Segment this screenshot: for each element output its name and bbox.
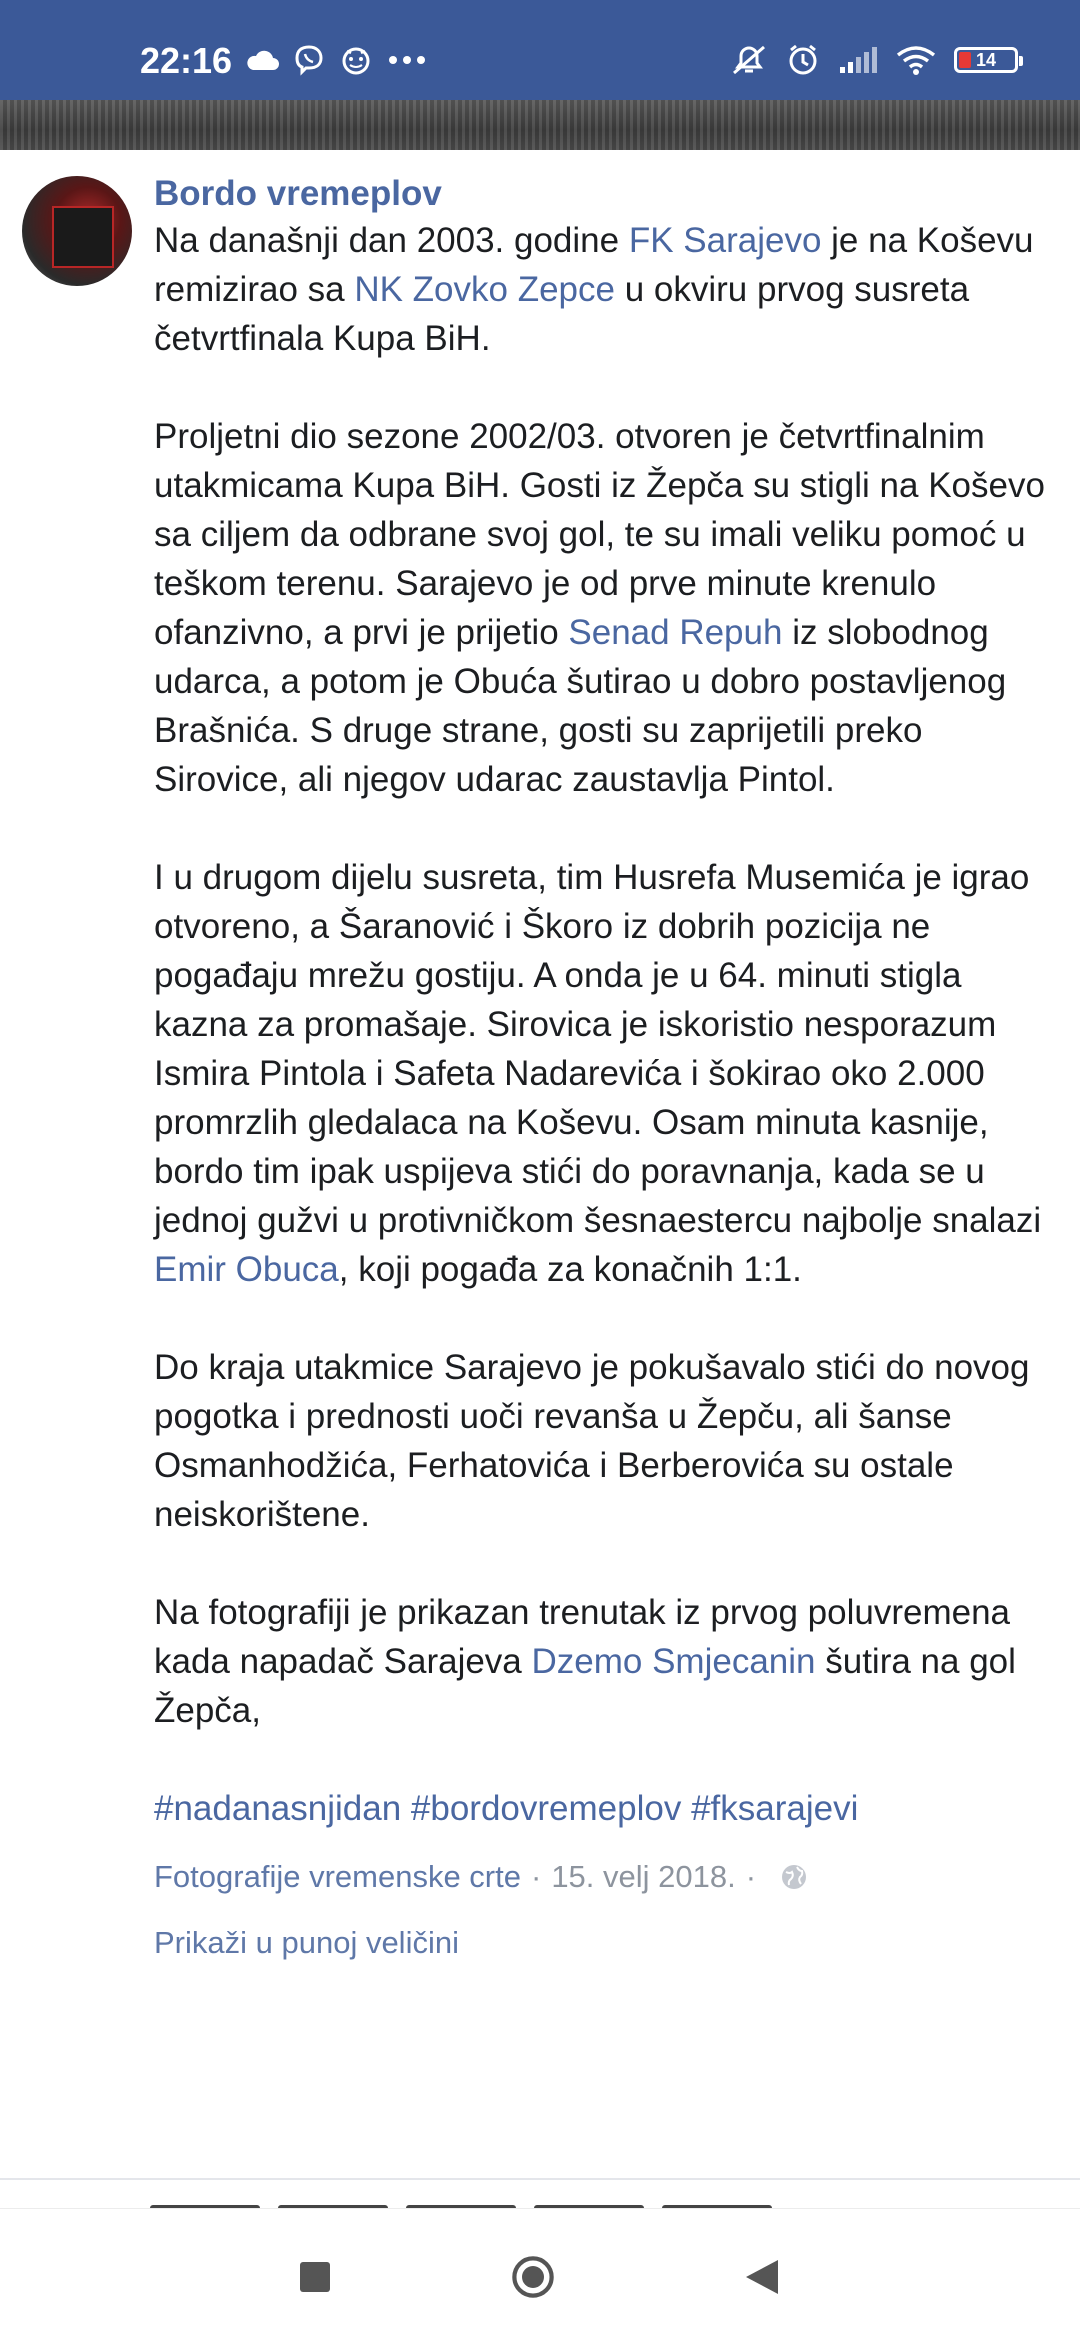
globe-icon [780,1863,808,1891]
page-name[interactable]: Bordo vremeplov [154,174,442,213]
post-text [154,216,1059,1735]
mention-link[interactable]: Emir Obuca [154,1250,339,1289]
paragraph-text: Do kraja utakmice Sarajevo je pokušavalo stići do novog pogotka i prednosti uoči revanša u Žepču, ali šanse Osmanhodžića, Ferhatovića i Berberovića su ostale neiskorištene. [154,1348,1030,1534]
photo-strip[interactable] [0,100,1080,150]
more-dots-icon [387,54,427,66]
home-circle-icon[interactable] [511,2255,555,2299]
status-bar [0,0,1080,100]
nav-bar [0,2208,1080,2341]
post-paragraph [154,412,1059,804]
meta-separator-2: · [745,1859,757,1894]
full-size-link[interactable]: Prikaži u punoj veličini [154,1925,459,1960]
paragraph-text: iz slobodnog udarca, a potom je Obuća šutirao u dobro postavljenog Brašnića. S druge strane, gosti su zaprijetili preko Sirovice, ali njegov udarac zaustavlja Pintol. [154,613,1007,799]
status-left-icons [245,40,427,80]
hashtag-link[interactable]: #fksarajevi [691,1789,859,1828]
paragraph-text: Na fotografiji je prikazan trenutak iz prvog poluvremena kada napadač Sarajeva [154,1593,1010,1681]
mention-link[interactable]: Dzemo Smjecanin [531,1642,816,1681]
paragraph-text: Proljetni dio sezone 2002/03. otvoren je četvrtfinalnim utakmicama Kupa BiH. Gosti iz Žepča su stigli na Koševo sa ciljem da odbrane svoj gol, te su imali veliku pomoć u teškom terenu. Sarajevo je od prve minute krenulo ofanzivno, a prvi je prijetio [154,417,1045,652]
status-time: 22:16 [140,40,233,81]
post-paragraph [154,1343,1059,1539]
alarm-icon [786,43,820,77]
mention-link[interactable]: Senad Repuh [568,613,783,652]
mention-link[interactable]: FK Sarajevo [628,221,822,260]
mention-link[interactable]: NK Zovko Zepce [354,270,615,309]
post-meta [154,1857,1059,1897]
paragraph-text: šutira na gol Žepča, [154,1642,1016,1730]
battery-icon [954,47,1018,73]
post-date[interactable]: 15. velj 2018. [551,1859,736,1894]
cutoff-text [150,2200,800,2208]
paragraph-text: I u drugom dijelu susreta, tim Husrefa Musemića je igrao otvoreno, a Šaranović i Škoro iz dobrih pozicija ne pogađaju mrežu gostiju. A onda je u 64. minuti stigla kazna za promašaje. Sirovica je iskoristio nesporazum Ismira Pintola i Safeta Nadarevića i šokirao oko 2.000 promrzlih gledalaca na Koševu. Osam minuta kasnije, bordo tim ipak uspijeva stići do poravnanja, kada se u jednoj gužvi u protivničkom šesnaestercu najbolje snalazi [154,858,1042,1240]
hashtag-link[interactable]: #bordovremeplov [410,1789,682,1828]
post-paragraph [154,216,1059,363]
paragraph-text: , koji pogađa za konačnih 1:1. [338,1250,802,1289]
post-content [154,172,1059,1963]
meta-separator: · [530,1859,542,1894]
viber-icon [293,44,325,76]
paragraph-text: u okviru prvog susreta četvrtfinala Kupa BiH. [154,270,970,358]
paragraph-text: Na današnji dan 2003. godine [154,221,629,260]
mute-icon [730,43,768,77]
hashtag-link[interactable]: #nadanasnjidan [154,1789,402,1828]
post-paragraph [154,853,1059,1294]
album-link[interactable]: Fotografije vremenske crte [154,1859,521,1894]
wifi-icon [896,45,936,75]
status-right-icons [730,40,1018,80]
signal-icon [838,45,878,75]
battery-level: 14 [975,49,997,70]
hashtags [154,1784,1059,1833]
divider [0,2178,1080,2180]
recents-square-icon[interactable] [293,2255,337,2299]
post-paragraph [154,1588,1059,1735]
back-triangle-icon[interactable] [740,2255,784,2299]
avatar[interactable] [22,176,132,286]
paragraph-text: je na Koševu remizirao sa [154,221,1034,309]
cloud-icon [245,48,279,72]
messenger-icon [339,43,373,77]
